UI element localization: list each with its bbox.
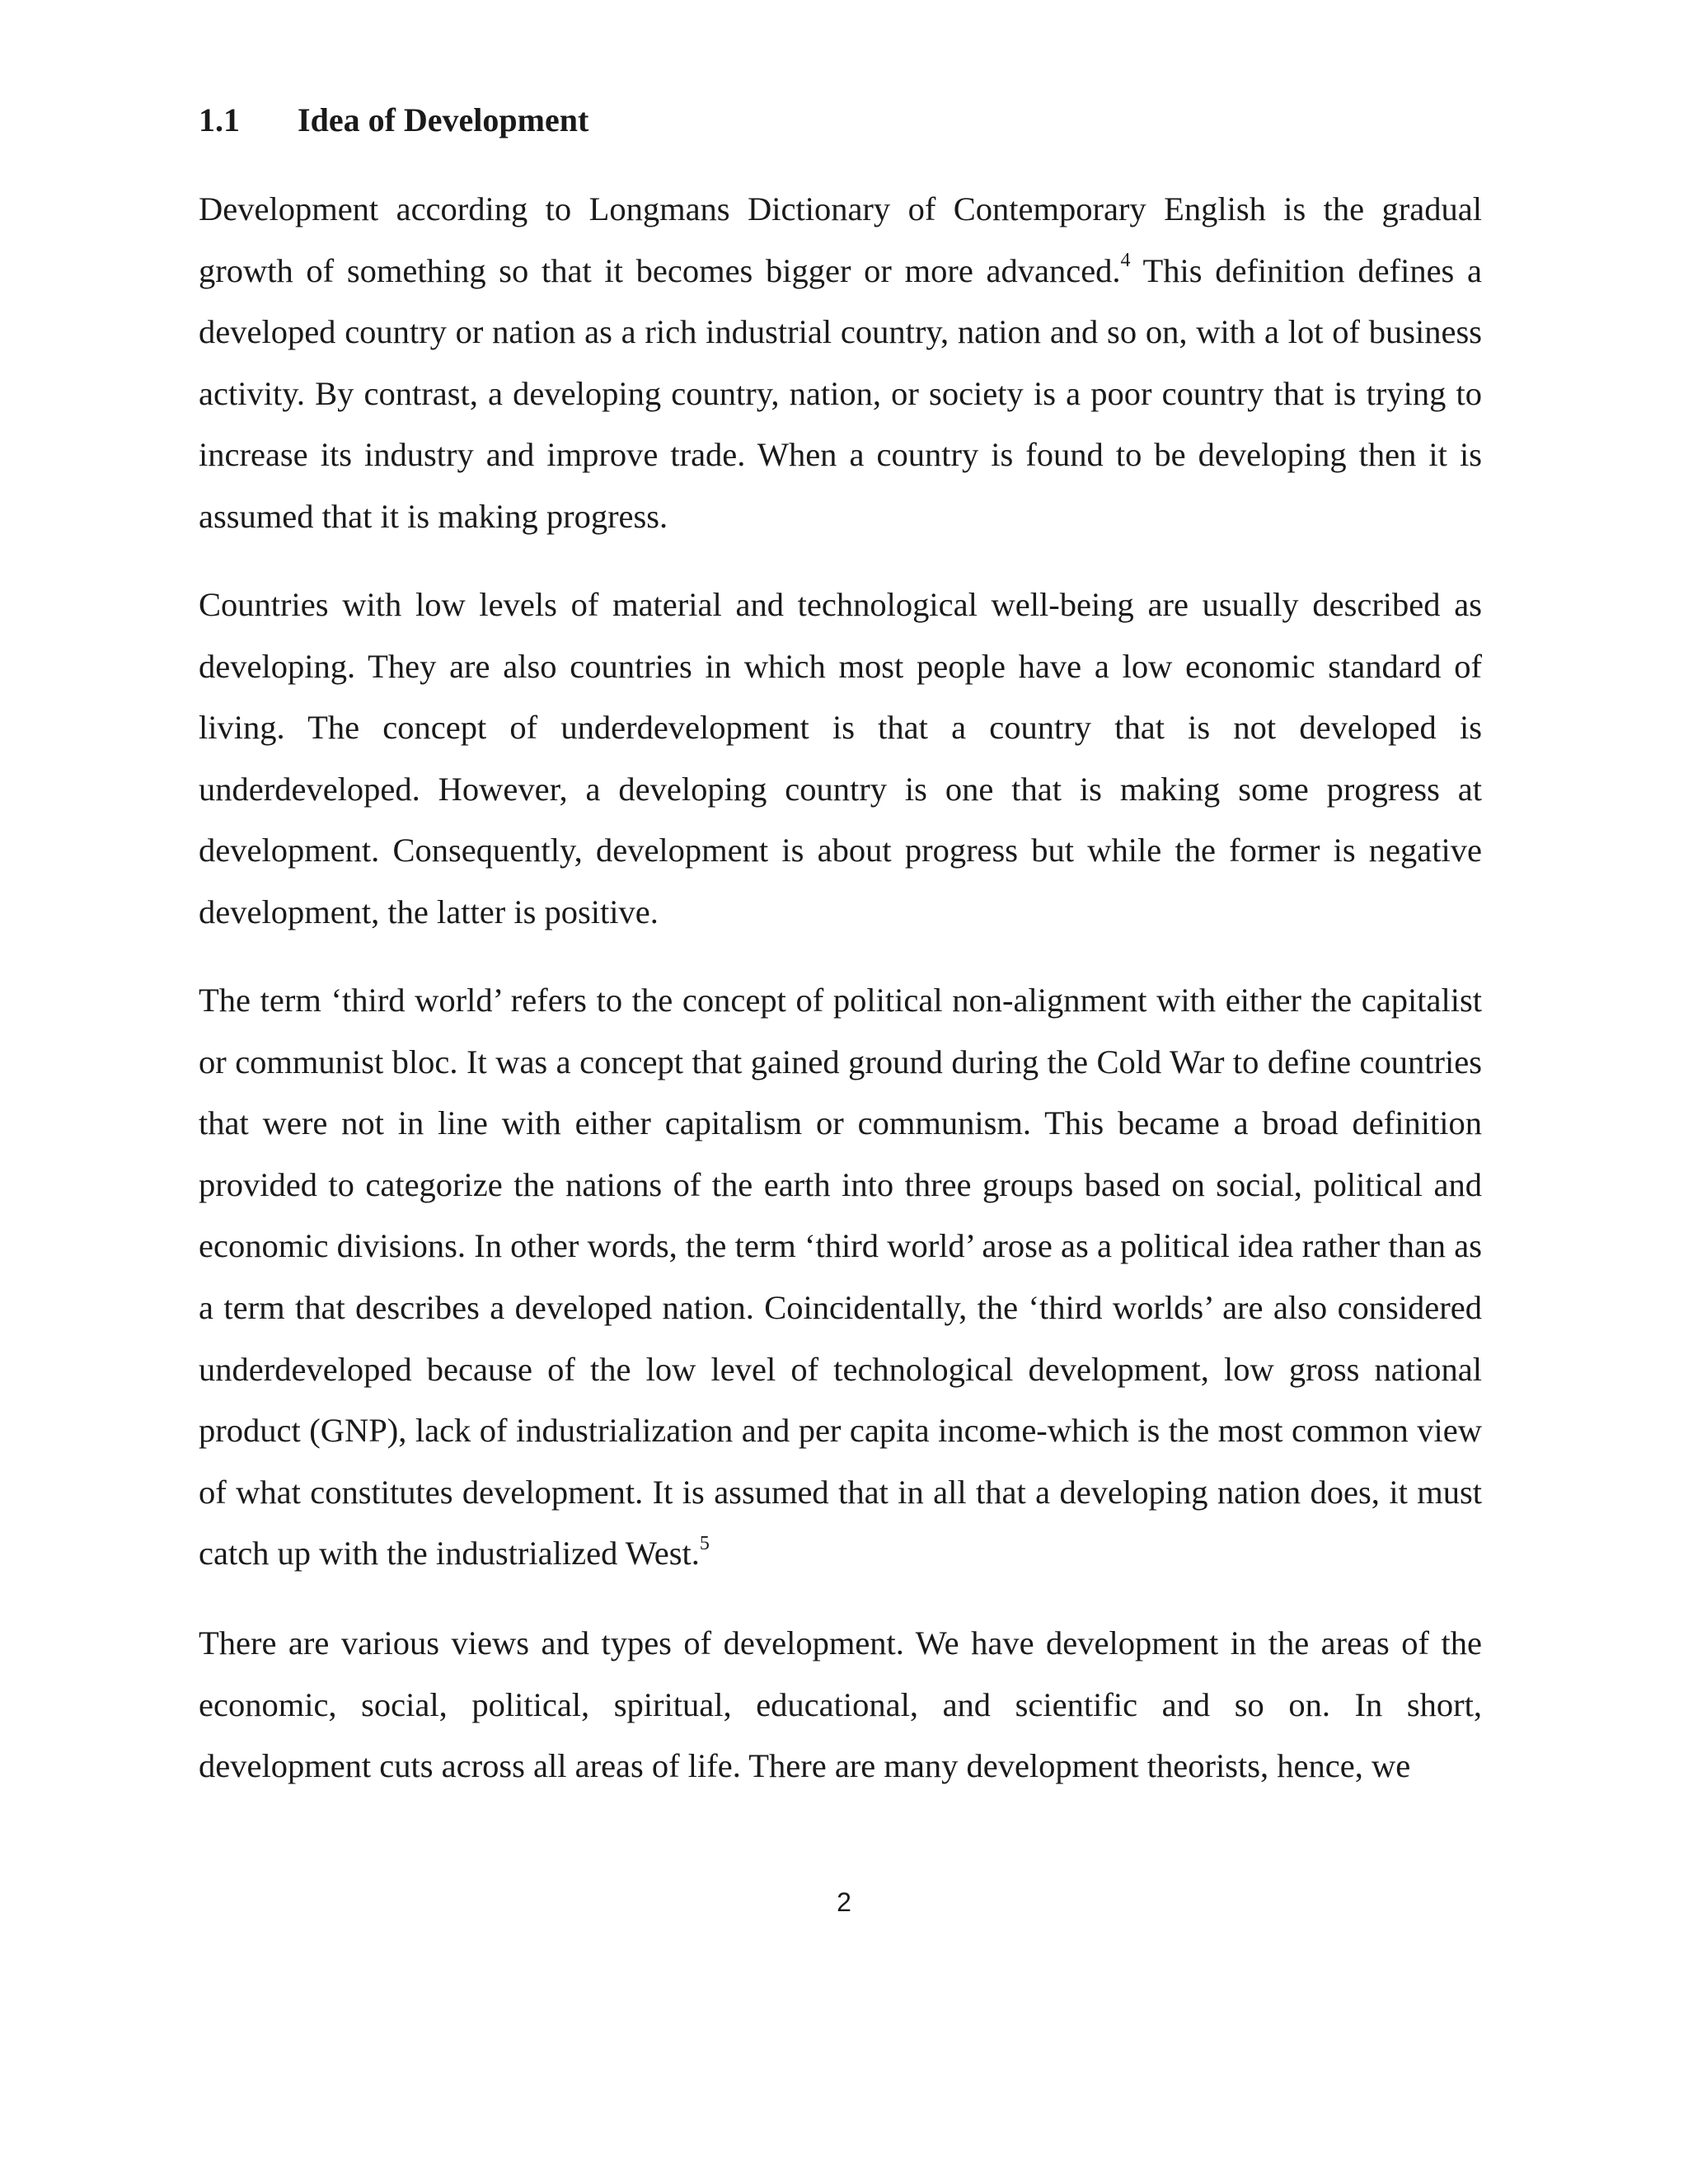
footnote-marker[interactable]: 4 bbox=[1120, 250, 1131, 272]
paragraph-text: Development according to Longmans Dictionary of Contemporary English is the gradual growth of something so that it becomes bigger or more advanced. bbox=[199, 190, 1482, 289]
page-number: 2 bbox=[837, 1887, 851, 1917]
footnote-marker[interactable]: 5 bbox=[699, 1532, 710, 1554]
paragraph-text: Countries with low levels of material and technological well-being are usually described as developing. They are also countries in which most people have a low economic standard of living. The concept of underdevelopment is that a country that is not developed is underdeveloped. However, a developing country is one that is making some progress at development. Consequently, development is about progress but while the former is negative development, the latter is positive. bbox=[199, 586, 1482, 930]
paragraph-text: This definition defines a developed country or nation as a rich industrial country, nation and so on, with a lot of business activity. By contrast, a developing country, nation, or society is a poor country that is trying to increase its industry and improve trade. When a country is found to be developing then it is assumed that it is making progress. bbox=[199, 251, 1482, 535]
paragraph-development-definition bbox=[199, 179, 1482, 548]
paragraph-third-world bbox=[199, 970, 1482, 1585]
section-heading bbox=[199, 97, 588, 143]
paragraph-text: There are various views and types of development. We have development in the areas of the economic, social, political, spiritual, educational, and scientific and so on. In short, development cuts across all areas of life. There are many development theorists, hence, we bbox=[199, 1624, 1482, 1785]
paragraph-types-of-development bbox=[199, 1613, 1482, 1797]
paragraph-text: The term ‘third world’ refers to the concept of political non-alignment with either the capitalist or communist bloc. It was a concept that gained ground during the Cold War to define countries that were not in line with either capitalism or communism. This became a broad definition provided to categorize the nations of the earth into three groups based on social, political and economic divisions. In other words, the term ‘third world’ arose as a political idea rather than as a term that describes a developed nation. Coincidentally, the ‘third worlds’ are also considered underdeveloped because of the low level of technological development, low gross national product (GNP), lack of industrialization and per capita income-which is the most common view of what constitutes development. It is assumed that in all that a developing nation does, it must catch up with the industrialized West. bbox=[199, 982, 1482, 1572]
paragraph-developing-countries bbox=[199, 574, 1482, 944]
section-title: Idea of Development bbox=[298, 101, 589, 138]
section-number: 1.1 bbox=[199, 101, 240, 138]
